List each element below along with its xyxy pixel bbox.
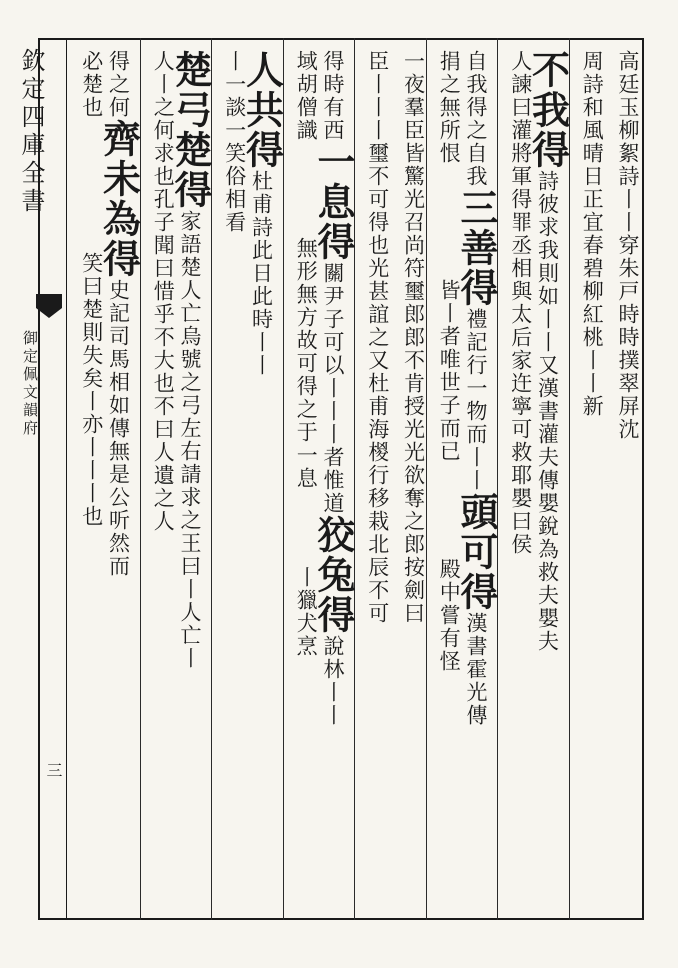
entry-headword: 齊未為得 (96, 119, 142, 279)
page-number: 三 (44, 762, 63, 778)
entry-text (439, 463, 459, 558)
entry-text: 人丨之何求也孔子聞曰惜乎不大也不曰人遺之人 (151, 50, 176, 533)
entry-text: 得之何 (106, 50, 131, 119)
entry-text: 關尹子可以丨丨丨者惟道 (321, 262, 345, 515)
text-column (428, 50, 460, 673)
entry-text: 自我得之自我 (464, 50, 488, 188)
entry-text: 皆丨者唯世子而已 (437, 279, 462, 463)
entry-text: 高廷玉柳絮詩丨丨穿朱戸時時撲翠屏沈 (616, 50, 640, 441)
entry-text (296, 490, 316, 566)
text-column (96, 50, 142, 578)
frame-bottom-rule (38, 918, 644, 920)
text-column (142, 50, 174, 533)
entry-headword: 三善得 (454, 188, 499, 308)
entry-text: 人諫曰灌將軍得罪丞相與太后家迕寧可救耶嬰曰侯 (508, 50, 533, 556)
text-column (168, 50, 213, 670)
book-title: 欽定四庫全書 (17, 48, 45, 216)
text-column (499, 50, 531, 556)
text-column (392, 50, 424, 625)
text-column (70, 50, 102, 528)
text-column (525, 50, 571, 653)
entry-text: 杜甫詩此日此時丨丨 (249, 170, 274, 377)
entry-headword: 楚弓楚得 (168, 50, 213, 210)
text-column (571, 50, 603, 418)
entry-text: 說林丨丨 (321, 635, 345, 727)
entry-text: 笑曰楚則失矣丨亦丨丨丨也 (79, 252, 104, 528)
fishtail-icon (34, 292, 64, 322)
entry-headword: 頭可得 (454, 492, 499, 612)
entry-text (82, 119, 102, 252)
entry-text: 家語楚人亡烏號之弓左右請求之王曰丨人亡丨 (178, 210, 202, 670)
column-rule (569, 38, 570, 920)
entry-text: 一夜羣臣皆驚光召尚符璽郎郎不肯授光光欲奪之郎按劍曰 (401, 50, 426, 625)
entry-text: 周詩和風晴日正宜春碧柳紅桃丨丨新 (580, 50, 605, 418)
column-rule (283, 38, 284, 920)
frame-right-rule (642, 38, 644, 920)
entry-text: 史記司馬相如傳無是公听然而 (106, 279, 131, 578)
entry-text: 禮記行一物而丨丨 (464, 308, 488, 492)
entry-text: 詩彼求我則如丨丨又漢書灌夫傳嬰銳為救夫嬰夫 (535, 170, 560, 653)
text-column (213, 50, 245, 234)
entry-text: 臣丨丨丨璽不可得也光甚誼之又杜甫海椶行移栽北辰不可 (365, 50, 390, 625)
margin-rule (66, 38, 67, 920)
column-rule (497, 38, 498, 920)
entry-text (439, 165, 459, 279)
text-column (285, 50, 317, 658)
entry-text: 殿中嘗有怪 (437, 558, 462, 673)
column-rule (426, 38, 427, 920)
entry-text: 捐之無所恨 (437, 50, 462, 165)
text-column (311, 50, 356, 727)
entry-headword: 不我得 (525, 50, 571, 170)
book-subtitle: 御定佩文韻府 (21, 330, 39, 438)
entry-text: 必楚也 (79, 50, 104, 119)
entry-headword: 人共得 (239, 50, 285, 170)
entry-text: 丨獵犬烹 (294, 566, 319, 658)
entry-text: 無形無方故可得之于一息 (294, 237, 319, 490)
frame-top-rule (38, 38, 644, 40)
text-column (239, 50, 285, 377)
entry-text: 得時有西 (321, 50, 345, 142)
entry-text: 丨一談一笑俗相看 (222, 50, 247, 234)
entry-headword: 狡兔得 (311, 515, 356, 635)
text-column (454, 50, 499, 727)
entry-text (296, 142, 316, 237)
entry-text: 漢書霍光傳 (464, 612, 488, 727)
entry-headword: 一息得 (311, 142, 356, 262)
text-column (356, 50, 388, 625)
entry-text: 域胡僧識 (294, 50, 319, 142)
text-column (606, 50, 638, 441)
